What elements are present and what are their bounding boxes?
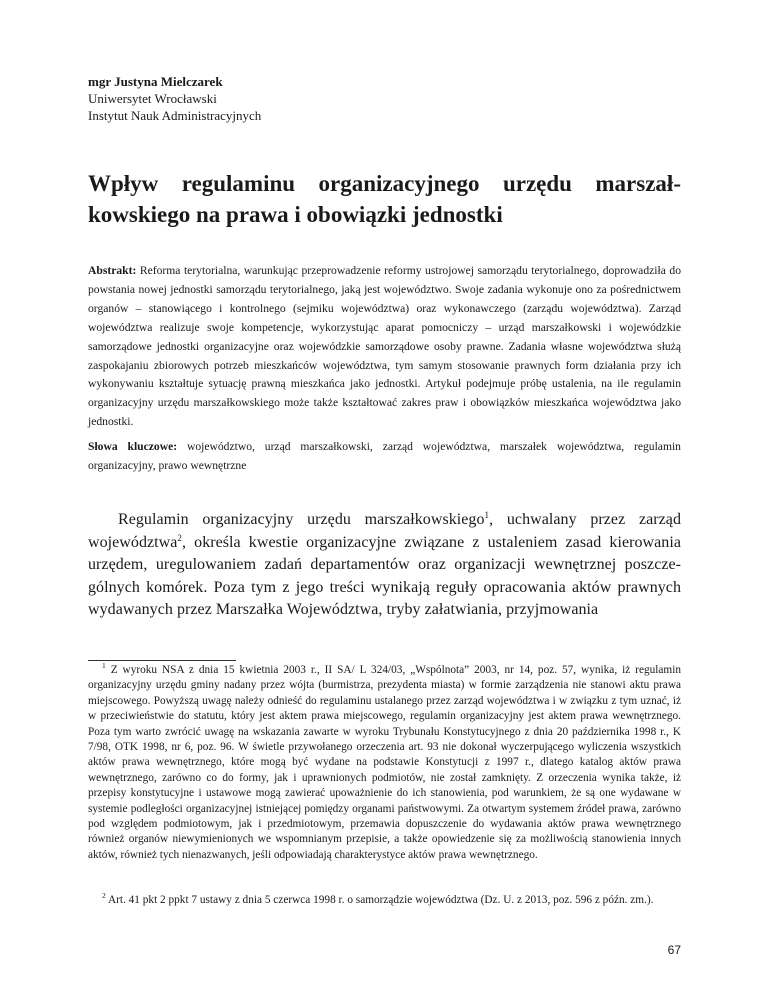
body-text-part-3: , określa kwestie organizacyjne związane z ustaleniem zasad kierowania urzędem, uregulowaniem zadań departamentów oraz organizacji wewnętrznej poszczególnych komórek. Poza tym z jego treści wynikają reguły opracowania aktów prawnych wydawanych przez Marszałka Województwa, tryby załatwiania, przyjmowania (88, 533, 681, 618)
abstract-text: Reforma terytorialna, warunkując przeprowadzenie reformy ustrojowej samorządu terytorialnego, doprowadziła do powstania nowej jednostki samorządu terytorialnego, jaką jest województwo. Swoje zadania wykonuje ono za pośrednictwem organów – stanowiącego i kontrolnego (sejmiku województwa) oraz wykonawczego (zarządu województwa). Zarząd województwa realizuje swoje kompetencje, wykorzystując aparat pomocniczy – urząd marszałkowski i wojewódzkie samorządowe jednostki organizacyjne oraz wojewódzkie samorządowe osoby prawne. Zadania własne województwa służą zaspokajaniu zbiorowych potrzeb mieszkańców województwa, tym samym stosowanie prawnych form działania przy ich wykonywaniu kształtuje sytuację prawną mieszkańca jako jednostki. Artykuł podejmuje próbę ustalenia, na ile regulamin organizacyjny urzędu marszałkowskiego może także kształtować zakres praw i obowiązków mieszkańca województwa jako jednostki. (88, 264, 681, 429)
author-block (88, 73, 261, 124)
body-text-part-2: , uchwalany przez zarząd województwa (88, 511, 681, 551)
author-institute: Instytut Nauk Administracyjnych (88, 108, 262, 123)
keywords-text: województwo, urząd marszałkowski, zarząd województwa, marszałek województwa, regulamin organizacyjny, prawo wewnętrzne (88, 440, 681, 472)
footnote-1-text: Z wyroku NSA z dnia 15 kwietnia 2003 r., II SA/ L 324/03, „Wspólnota” 2003, nr 14, poz. 57, wynika, iż regulamin organizacyjny urzędu gminy nadany przez wójta (burmistrza, prezydenta miasta) w formie zarządzenia nie stanowi aktu prawa miejscowego. Powyższą uwagę należy odnieść do regulaminu ustalanego przez zarząd województwa i w związku z tym uznać, iż w przeciwieństwie do statutu, który jest aktem prawa miejscowego, regulamin organizacyjny jest aktem prawa wewnętrznego. Poza tym warto zwrócić uwagę na wskazania zawarte w wyroku Trybunału Konstytucyjnego z dnia 20 października 1998 r., K 7/98, OTK 1998, nr 6, poz. 96. W świetle przywołanego orzeczenia art. 93 nie dokonał wyczerpującego wyliczenia wszystkich aktów prawa wewnętrznego, które mogą być wydane na podstawie Konstytucji z 1997 r., dlatego katalog aktów prawa wewnętrznego, zarówno co do formy, jak i uprawnionych podmiotów, nie został zamknięty. Z orzeczenia wynika także, iż przepisy konstytucyjne i ustawowe mogą zawierać upoważnienie do ich stanowienia, pod warunkiem, że są one wydawane w systemie podległości organizacyjnej istniejącej pomiędzy organami państwowymi. Za otwartym systemem źródeł prawa, zarówno pod względem podmiotowym, jak i przedmiotowym, przemawia dopuszczenie do wydawania aktów prawa wewnętrznego również organów niewymienionych we wspomnianym przepisie, a także opowiedzenie się za możliwością stanowienia innych aktów, również tych nienazwanych, jeśli odpowiadają charakterystyce aktów prawa wewnętrznego. (88, 664, 681, 861)
footnote-2-text: Art. 41 pkt 2 ppkt 7 ustawy z dnia 5 czerwca 1998 r. o samorządzie województwa (Dz. U. z 2013, poz. 596 z późn. zm.). (105, 894, 654, 906)
keywords-label: Słowa kluczowe: (88, 440, 178, 453)
page-number: 67 (667, 943, 681, 957)
footnote-separator (88, 660, 236, 661)
abstract (88, 262, 681, 432)
body-text-part-1: Regulamin organizacyjny urzędu marszałkowskiego (118, 511, 485, 528)
footnote-ref-2[interactable]: 2 (177, 532, 182, 543)
abstract-label: Abstrakt: (88, 264, 137, 277)
body-paragraph (88, 509, 681, 622)
footnote-2 (88, 893, 681, 908)
article-title: Wpływ regulaminu organizacyjnego urzędu marszałkowskiego na prawa i obowiązki jednostki (88, 171, 681, 227)
page (88, 0, 681, 994)
author-name: mgr Justyna Mielczarek (88, 74, 223, 89)
footnote-1 (88, 663, 681, 863)
author-university: Uniwersytet Wrocławski (88, 91, 217, 106)
keywords (88, 438, 681, 476)
footnote-ref-1[interactable]: 1 (484, 510, 490, 520)
footnote-1-number: 1 (102, 661, 106, 670)
footnote-2-number: 2 (102, 891, 106, 900)
